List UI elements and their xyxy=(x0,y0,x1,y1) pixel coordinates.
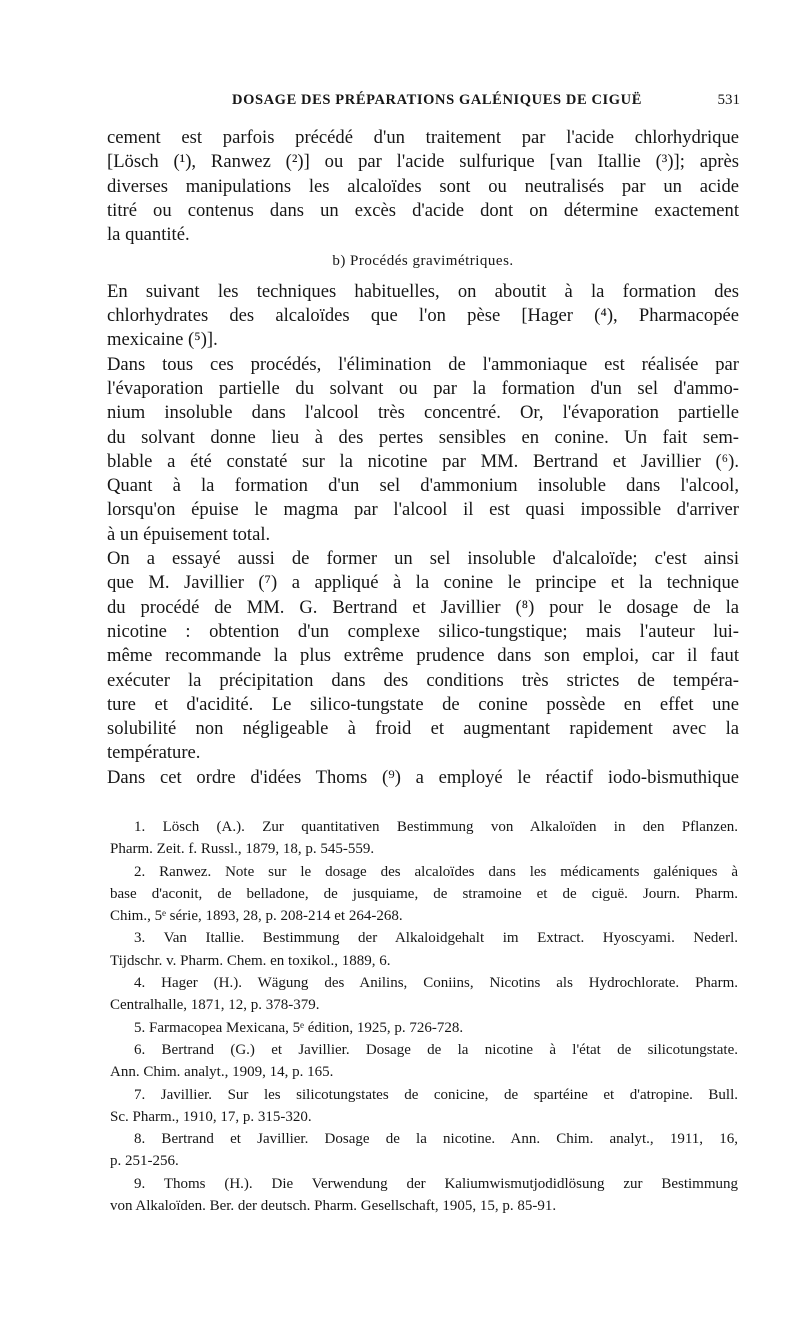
footnote-line: 3. Van Itallie. Bestimmung der Alkaloidgehalt im Extract. Hyoscyami. Nederl. xyxy=(134,930,738,947)
text-line: blable a été constaté sur la nicotine par MM. Bertrand et Javillier (⁶). xyxy=(107,450,739,472)
text-line: même recommande la plus extrême prudence dans son emploi, car il faut xyxy=(107,645,739,667)
footnote-line: Pharm. Zeit. f. Russl., 1879, 18, p. 545-559. xyxy=(110,841,375,858)
text-line: b) Procédés gravimétriques. xyxy=(332,253,514,270)
text-line: que M. Javillier (⁷) a appliqué à la conine le principe et la technique xyxy=(107,572,739,594)
footnote-line: Sc. Pharm., 1910, 17, p. 315-320. xyxy=(110,1108,312,1125)
footnote-line: 1. Lösch (A.). Zur quantitativen Bestimmung von Alkaloïden in den Pflanzen. xyxy=(134,819,738,835)
text-line: nicotine : obtention d'un complexe silico-tungstique; mais l'auteur lui- xyxy=(107,620,739,642)
footnote-line: 5. Farmacopea Mexicana, 5ᵉ édition, 1925, p. 726-728. xyxy=(134,1019,464,1036)
text-line: solubilité non négligeable à froid et augmentant rapidement avec la xyxy=(107,718,739,740)
footnote-line: Tijdschr. v. Pharm. Chem. en toxikol., 1889, 6. xyxy=(110,952,391,969)
footnote-line: Ann. Chim. analyt., 1909, 14, p. 165. xyxy=(110,1064,334,1081)
page-number: 531 xyxy=(717,92,740,108)
text-line: cement est parfois précédé d'un traitement par l'acide chlorhydrique xyxy=(107,127,739,148)
text-line: On a essayé aussi de former un sel insoluble d'alcaloïde; c'est ainsi xyxy=(107,548,739,570)
text-line: mexicaine (⁵)]. xyxy=(107,329,218,351)
footnote-line: base d'aconit, de belladone, de jusquiame, de stramoine et de ciguë. Journ. Pharm. xyxy=(110,885,738,902)
footnote-line: 7. Javillier. Sur les silicotungstates de conicine, de spartéine et d'atropine. Bull. xyxy=(134,1086,738,1103)
text-line: diverses manipulations les alcaloïdes sont ou neutralisés par un acide xyxy=(107,175,739,197)
text-line: Dans tous ces procédés, l'élimination de l'ammoniaque est réalisée par xyxy=(107,353,739,375)
text-line: ture et d'acidité. Le silico-tungstate de conine possède en effet une xyxy=(107,693,739,715)
text-line: Quant à la formation d'un sel d'ammonium insoluble dans l'alcool, xyxy=(107,475,739,497)
footnote-line: von Alkaloïden. Ber. der deutsch. Pharm. Gesellschaft, 1905, 15, p. 85-91. xyxy=(110,1198,557,1215)
text-line: la quantité. xyxy=(107,224,190,246)
text-line: à un épuisement total. xyxy=(107,523,271,545)
footnote-line: 2. Ranwez. Note sur le dosage des alcaloïdes dans les médicaments galéniques à xyxy=(134,863,738,880)
text-line: En suivant les techniques habituelles, on aboutit à la formation des xyxy=(107,280,739,302)
body-text xyxy=(107,126,739,790)
text-line: titré ou contenus dans un excès d'acide dont on détermine exactement xyxy=(107,199,739,221)
footnote-line: 6. Bertrand (G.) et Javillier. Dosage de la nicotine à l'état de silicotungstate. xyxy=(134,1041,738,1058)
text-line: température. xyxy=(107,742,201,764)
page-header xyxy=(112,92,740,116)
text-line: du procédé de MM. G. Bertrand et Javillier (⁸) pour le dosage de la xyxy=(107,596,739,618)
footnotes xyxy=(110,816,738,1217)
text-line: du solvant donne lieu à des pertes sensibles en conine. Un fait sem- xyxy=(107,426,739,448)
footnote-line: p. 251-256. xyxy=(110,1153,179,1170)
footnote-line: 4. Hager (H.). Wägung des Anilins, Coniins, Nicotins als Hydrochlorate. Pharm. xyxy=(134,975,738,992)
text-line: l'évaporation partielle du solvant ou par la formation d'un sel d'ammo- xyxy=(107,377,739,399)
footnote-line: 8. Bertrand et Javillier. Dosage de la nicotine. Ann. Chim. analyt., 1911, 16, xyxy=(134,1131,738,1148)
footnote-line: Chim., 5ᵉ série, 1893, 28, p. 208-214 et 264-268. xyxy=(110,908,403,925)
running-title: DOSAGE DES PRÉPARATIONS GALÉNIQUES DE CIGUË xyxy=(232,92,642,108)
text-line: chlorhydrates des alcaloïdes que l'on pèse [Hager (⁴), Pharmacopée xyxy=(107,305,739,327)
text-line: Dans cet ordre d'idées Thoms (⁹) a employé le réactif iodo-bismuthique xyxy=(107,766,739,788)
text-line: exécuter la précipitation dans des conditions très strictes de tempéra- xyxy=(107,669,739,691)
text-line: [Lösch (¹), Ranwez (²)] ou par l'acide sulfurique [van Itallie (³)]; après xyxy=(107,151,739,173)
footnote-line: Centralhalle, 1871, 12, p. 378-379. xyxy=(110,997,320,1014)
footnote-line: 9. Thoms (H.). Die Verwendung der Kaliumwismutjodidlösung zur Bestimmung xyxy=(134,1175,738,1192)
text-line: nium insoluble dans l'alcool très concentré. Or, l'évaporation partielle xyxy=(107,402,739,424)
text-line: lorsqu'on épuise le magma par l'alcool il est quasi impossible d'arriver xyxy=(107,499,739,521)
